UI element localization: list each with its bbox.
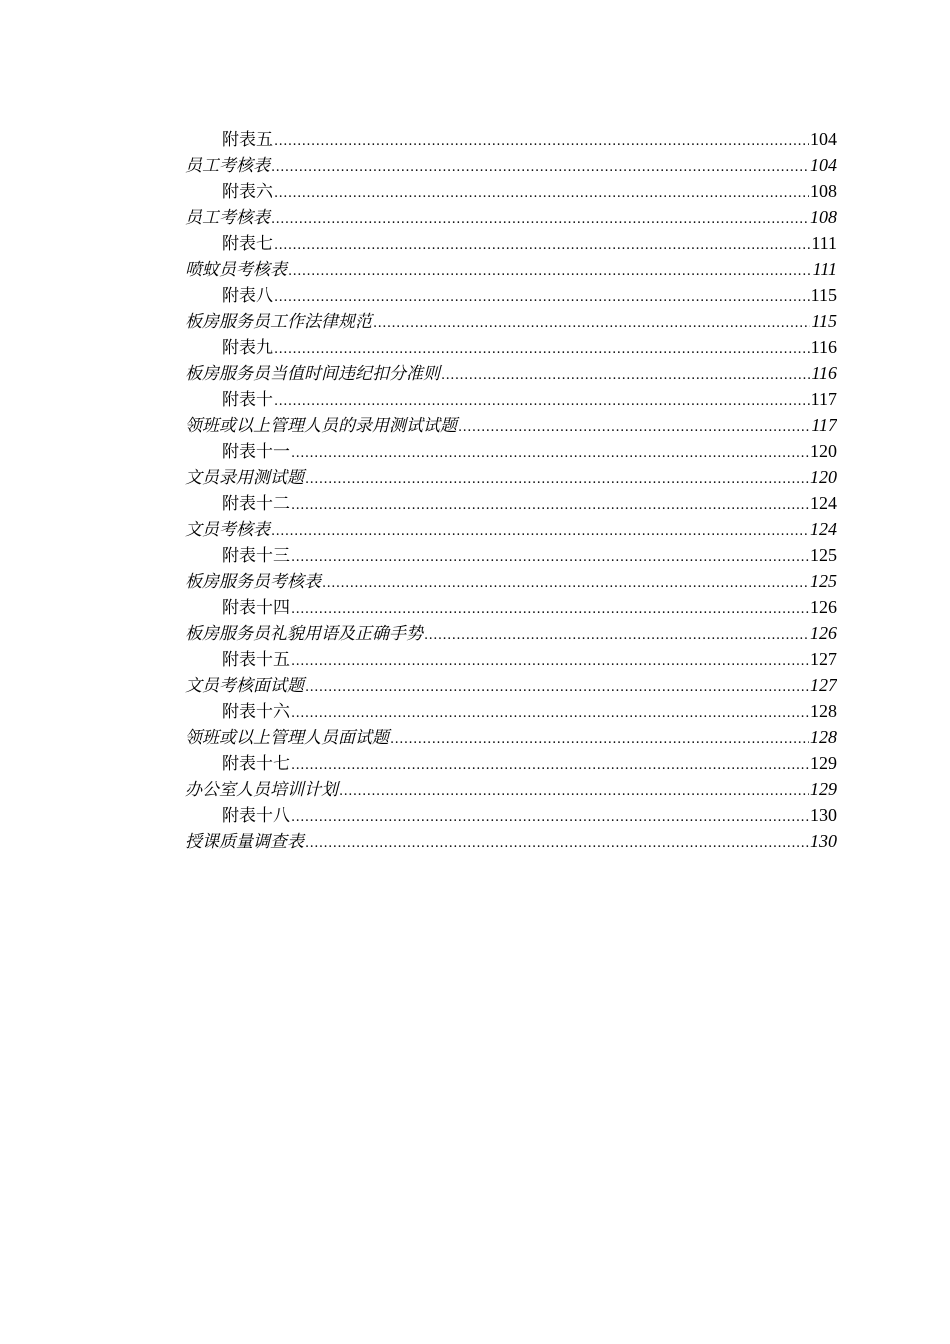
toc-page-number: 115 — [811, 311, 837, 331]
toc-page-number: 126 — [810, 623, 837, 643]
toc-page-number: 108 — [810, 207, 837, 227]
toc-dot-leader — [274, 127, 809, 152]
toc-dot-leader — [373, 309, 810, 334]
toc-dot-leader — [271, 517, 809, 542]
toc-page-number: 126 — [810, 597, 837, 617]
toc-page-number: 125 — [810, 545, 837, 565]
toc-dot-leader — [274, 231, 810, 256]
toc-dot-leader — [305, 465, 809, 490]
toc-page-number: 116 — [810, 337, 837, 357]
toc-entry[interactable] — [185, 204, 837, 230]
toc-entry-title: 板房服务员礼貌用语及正确手势 — [185, 624, 423, 644]
toc-page-number: 127 — [810, 649, 837, 669]
toc-page-number: 129 — [810, 779, 837, 799]
toc-entry[interactable] — [185, 282, 837, 308]
toc-dot-leader — [274, 179, 809, 204]
toc-entry-title: 授课质量调查表 — [185, 832, 304, 852]
toc-dot-leader — [274, 283, 810, 308]
toc-entry[interactable] — [185, 152, 837, 178]
toc-entry-title: 文员考核面试题 — [185, 676, 304, 696]
toc-entry[interactable] — [185, 828, 837, 854]
toc-dot-leader — [339, 777, 809, 802]
toc-dot-leader — [291, 699, 809, 724]
toc-entry-title: 附表十二 — [222, 494, 290, 514]
toc-page-number: 124 — [810, 493, 837, 513]
toc-entry-title: 办公室人员培训计划 — [185, 780, 338, 800]
toc-entry[interactable] — [185, 230, 837, 256]
toc-entry[interactable] — [185, 334, 837, 360]
toc-dot-leader — [291, 491, 809, 516]
toc-dot-leader — [274, 387, 810, 412]
toc-entry-title: 附表八 — [222, 286, 273, 306]
toc-entry[interactable] — [185, 412, 837, 438]
toc-entry-title: 附表十 — [222, 390, 273, 410]
toc-entry[interactable] — [185, 568, 837, 594]
toc-dot-leader — [291, 595, 809, 620]
toc-dot-leader — [441, 361, 810, 386]
toc-page-number: 111 — [812, 259, 837, 279]
toc-page-number: 127 — [810, 675, 837, 695]
toc-page-number: 124 — [810, 519, 837, 539]
toc-page-number: 130 — [810, 831, 837, 851]
toc-dot-leader — [322, 569, 809, 594]
toc-entry-title: 附表十五 — [222, 650, 290, 670]
toc-entry[interactable] — [185, 178, 837, 204]
toc-entry[interactable] — [185, 724, 837, 750]
toc-dot-leader — [271, 205, 809, 230]
toc-entry[interactable] — [185, 646, 837, 672]
toc-entry[interactable] — [185, 464, 837, 490]
toc-entry-title: 板房服务员考核表 — [185, 572, 321, 592]
toc-entry[interactable] — [185, 256, 837, 282]
toc-entry-title: 附表七 — [222, 234, 273, 254]
toc-page-number: 115 — [810, 285, 837, 305]
toc-entry[interactable] — [185, 308, 837, 334]
toc-entry[interactable] — [185, 698, 837, 724]
toc-entry-title: 附表十四 — [222, 598, 290, 618]
toc-entry[interactable] — [185, 360, 837, 386]
toc-entry[interactable] — [185, 620, 837, 646]
toc-page-number: 111 — [811, 233, 837, 253]
toc-dot-leader — [288, 257, 812, 282]
toc-entry-title: 员工考核表 — [185, 208, 270, 228]
toc-entry-title: 喷蚊员考核表 — [185, 260, 287, 280]
toc-page-number: 128 — [810, 727, 837, 747]
toc-page-number: 125 — [810, 571, 837, 591]
toc-dot-leader — [291, 439, 809, 464]
toc-page-number: 117 — [810, 389, 837, 409]
toc-entry[interactable] — [185, 802, 837, 828]
toc-dot-leader — [305, 829, 809, 854]
toc-dot-leader — [424, 621, 809, 646]
toc-entry-title: 附表五 — [222, 130, 273, 150]
toc-entry[interactable] — [185, 490, 837, 516]
toc-dot-leader — [274, 335, 810, 360]
toc-entry-title: 领班或以上管理人员面试题 — [185, 728, 389, 748]
toc-entry-title: 板房服务员当值时间违纪扣分准则 — [185, 364, 440, 384]
toc-page-number: 117 — [811, 415, 837, 435]
toc-page-number: 129 — [810, 753, 837, 773]
toc-page-number: 104 — [810, 155, 837, 175]
toc-entry-title: 文员考核表 — [185, 520, 270, 540]
toc-entry[interactable] — [185, 776, 837, 802]
toc-entry-title: 附表六 — [222, 182, 273, 202]
toc-entry[interactable] — [185, 386, 837, 412]
toc-page-number: 116 — [811, 363, 837, 383]
toc-entry[interactable] — [185, 126, 837, 152]
toc-dot-leader — [291, 751, 809, 776]
toc-page-number: 120 — [810, 441, 837, 461]
toc-page-number: 104 — [810, 129, 837, 149]
toc-dot-leader — [291, 803, 809, 828]
toc-entry[interactable] — [185, 516, 837, 542]
toc-page-number: 120 — [810, 467, 837, 487]
toc-entry-title: 领班或以上管理人员的录用测试试题 — [185, 416, 457, 436]
toc-dot-leader — [458, 413, 810, 438]
toc-entry[interactable] — [185, 594, 837, 620]
toc-entry[interactable] — [185, 672, 837, 698]
toc-entry-title: 附表十一 — [222, 442, 290, 462]
toc-entry-title: 附表十六 — [222, 702, 290, 722]
toc-entry-title: 板房服务员工作法律规范 — [185, 312, 372, 332]
toc-entry-title: 附表十三 — [222, 546, 290, 566]
toc-page-number: 108 — [810, 181, 837, 201]
toc-entry-title: 附表十八 — [222, 806, 290, 826]
toc-entry[interactable] — [185, 750, 837, 776]
toc-entry-title: 附表九 — [222, 338, 273, 358]
toc-entry-title: 附表十七 — [222, 754, 290, 774]
toc-entry-title: 员工考核表 — [185, 156, 270, 176]
toc-dot-leader — [305, 673, 809, 698]
toc-page-number: 128 — [810, 701, 837, 721]
table-of-contents — [185, 126, 837, 854]
toc-dot-leader — [291, 543, 809, 568]
toc-entry[interactable] — [185, 438, 837, 464]
toc-page-number: 130 — [810, 805, 837, 825]
toc-entry-title: 文员录用测试题 — [185, 468, 304, 488]
toc-dot-leader — [271, 153, 809, 178]
toc-dot-leader — [291, 647, 809, 672]
toc-dot-leader — [390, 725, 809, 750]
toc-entry[interactable] — [185, 542, 837, 568]
